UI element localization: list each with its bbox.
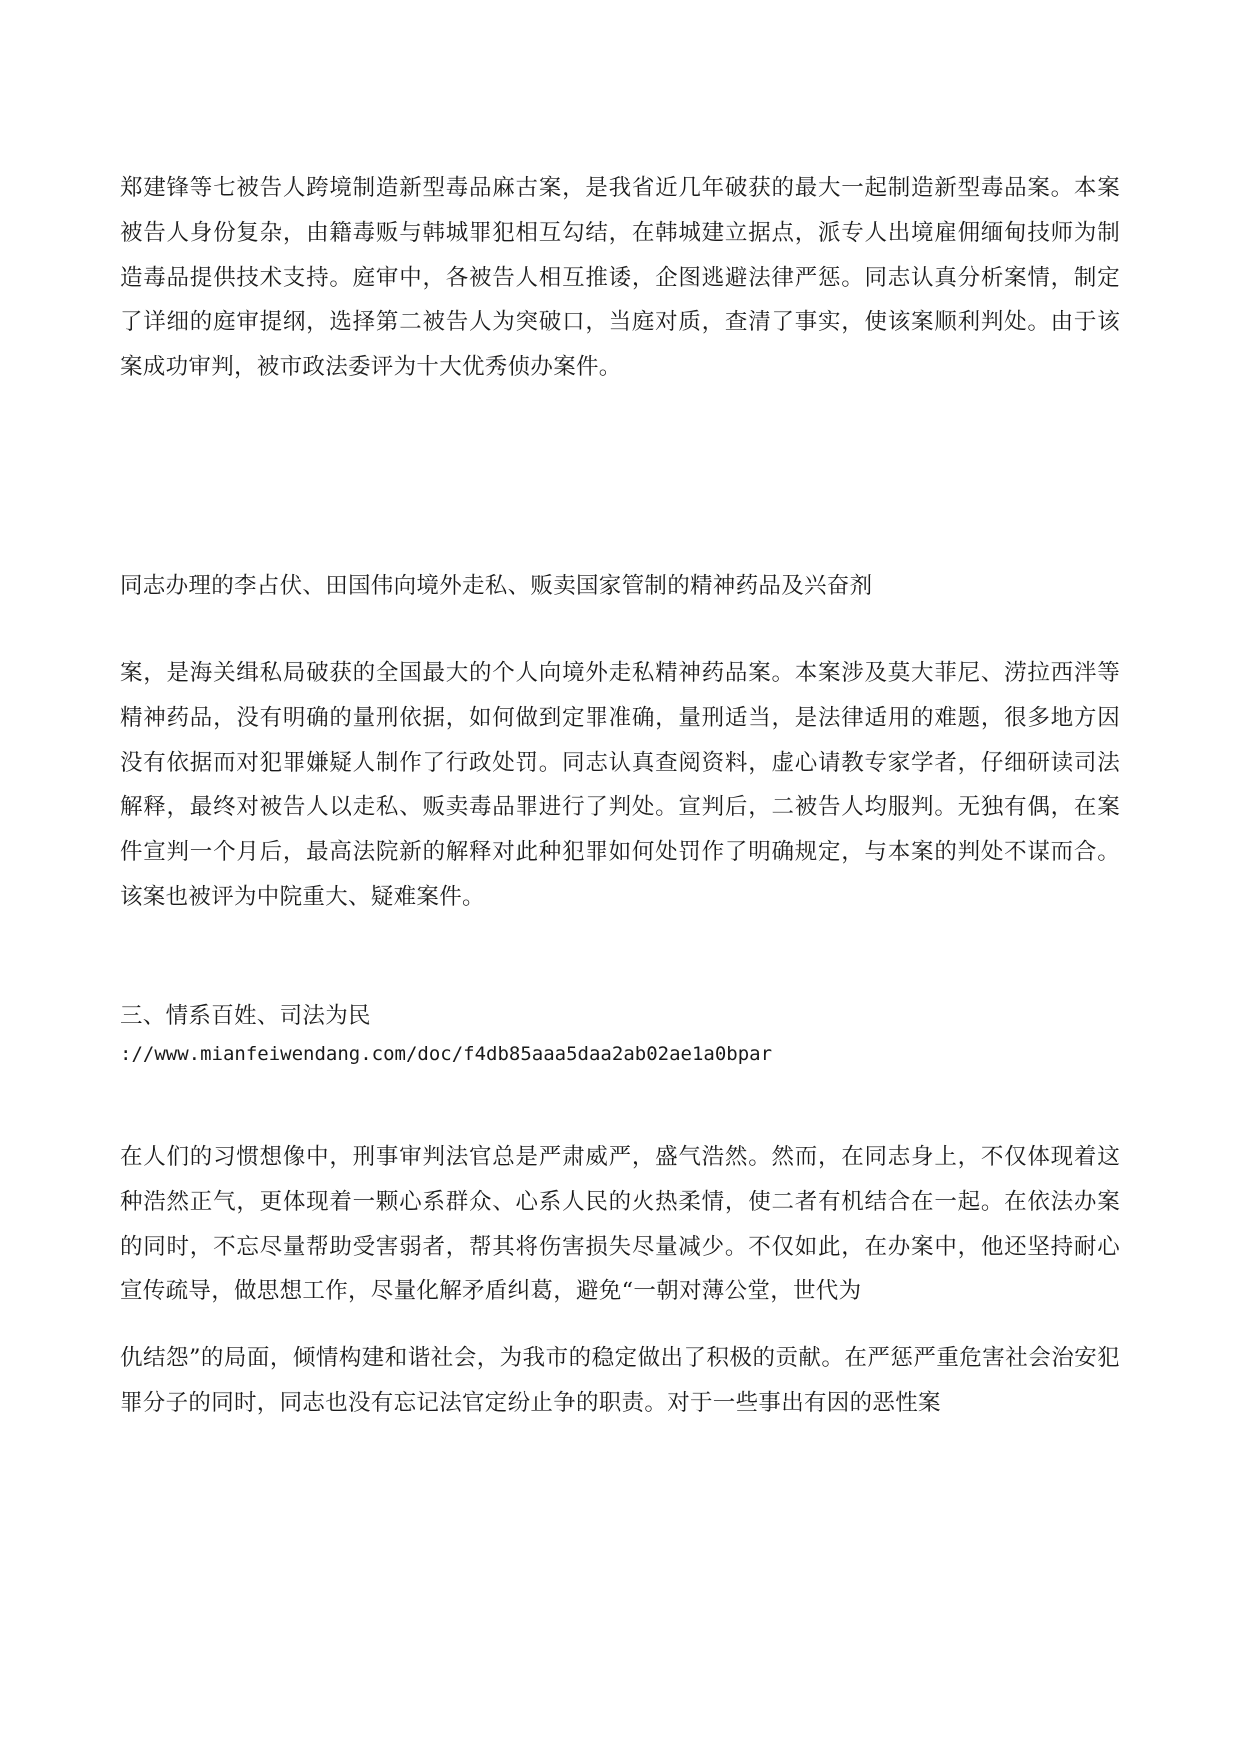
- paragraph-smuggling-case-body: 案，是海关缉私局破获的全国最大的个人向境外走私精神药品案。本案涉及莫大菲尼、涝拉西泮等精神药品，没有明确的量刑依据，如何做到定罪准确，量刑适当，是法律适用的难题，很多地方因没有依据而对犯罪嫌疑人制作了行政处罚。同志认真查阅资料，虚心请教专家学者，仔细研读司法解释，最终对被告人以走私、贩卖毒品罪进行了判处。宣判后，二被告人均服判。无独有偶，在案件宣判一个月后，最高法院新的解释对此种犯罪如何处罚作了明确规定，与本案的判处不谋而合。该案也被评为中院重大、疑难案件。: [120, 660, 1120, 910]
- paragraph-drug-manufacturing-case: 郑建锋等七被告人跨境制造新型毒品麻古案，是我省近几年破获的最大一起制造新型毒品案。本案被告人身份复杂，由籍毒贩与韩城罪犯相互勾结，在韩城建立据点，派专人出境雇佣缅甸技师为制造毒品提供技术支持。庭审中，各被告人相互推诿，企图逃避法律严惩。同志认真分析案情，制定了详细的庭审提纲，选择第二被告人为突破口，当庭对质，查清了事实，使该案顺利判处。由于该案成功审判，被市政法委评为十大优秀侦办案件。: [120, 175, 1120, 381]
- paragraph-harmonious-society: 仇结怨”的局面，倾情构建和谐社会，为我市的稳定做出了积极的贡献。在严惩严重危害社会治安犯罪分子的同时，同志也没有忘记法官定纷止争的职责。对于一些事出有因的恶性案: [120, 1345, 1120, 1416]
- paragraph-judge-character: 在人们的习惯想像中，刑事审判法官总是严肃威严，盛气浩然。然而，在同志身上，不仅体现着这种浩然正气，更体现着一颗心系群众、心系人民的火热柔情，使二者有机结合在一起。在依法办案的同时，不忘尽量帮助受害弱者，帮其将伤害损失尽量减少。不仅如此，在办案中，他还坚持耐心宣传疏导，做思想工作，尽量化解矛盾纠葛，避免“一朝对薄公堂，世代为: [120, 1144, 1120, 1305]
- paragraph-smuggling-case-intro: 同志办理的李占伏、田国伟向境外走私、贩卖国家管制的精神药品及兴奋剂: [120, 573, 873, 599]
- source-url: ://www.mianfeiwendang.com/doc/f4db85aaa5daa2ab02ae1a0bpar: [120, 1043, 773, 1065]
- section-heading: 三、情系百姓、司法为民: [120, 1003, 371, 1029]
